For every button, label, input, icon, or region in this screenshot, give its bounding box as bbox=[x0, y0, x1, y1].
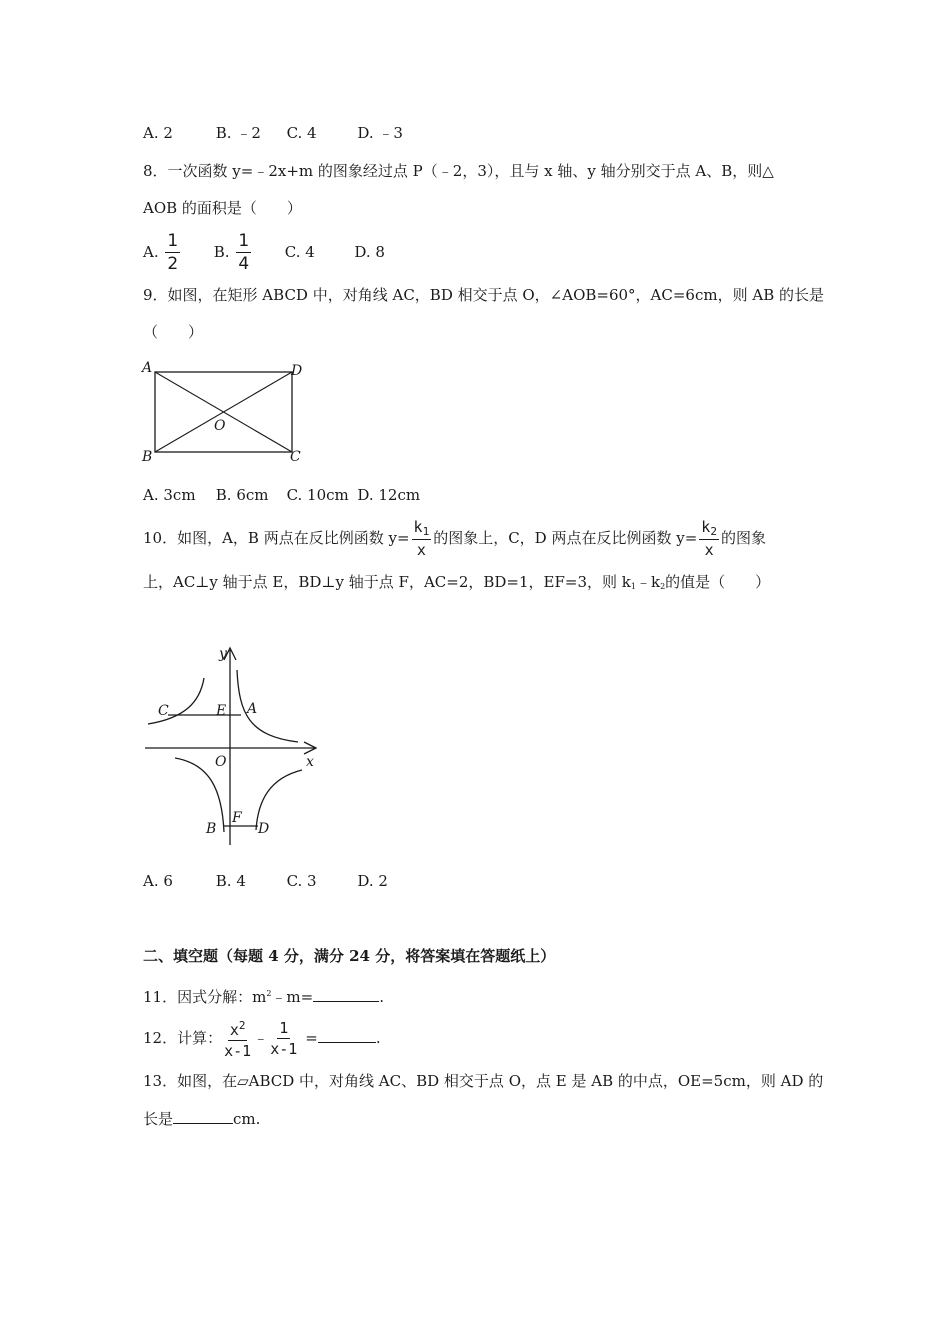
q11-sup: 2 bbox=[266, 989, 272, 998]
q10-frac2-sub: 2 bbox=[710, 525, 717, 538]
q8-option-a-label: A. bbox=[143, 243, 159, 261]
q9-option-b: B. 6cm bbox=[215, 486, 269, 504]
q9-options bbox=[143, 484, 420, 506]
q8-stem-line1: 8．一次函数 y=﹣2x+m 的图象经过点 P（﹣2，3），且与 x 轴、y 轴分别交于点 A、B，则△ bbox=[143, 162, 774, 180]
q8-option-d: D. 8 bbox=[354, 243, 385, 261]
q12-minus: ﹣ bbox=[253, 1029, 269, 1047]
q13-stem-line1: 13．如图，在▱ABCD 中，对角线 AC、BD 相交于点 O，点 E 是 AB 的中点，OE=5cm，则 AD 的 bbox=[143, 1072, 824, 1090]
q10-stem-line2 bbox=[143, 571, 770, 598]
q13-line2-suffix: cm. bbox=[233, 1110, 261, 1128]
q10-frac2-num: k bbox=[701, 518, 711, 536]
q10-line2-part1: 上，AC⊥y 轴于点 E，BD⊥y 轴于点 F，AC=2，BD=1，EF=3，则 k bbox=[143, 573, 631, 591]
q10-frac2-den: x bbox=[704, 541, 714, 559]
label-x: x bbox=[306, 754, 314, 770]
label-o: O bbox=[215, 754, 227, 770]
q11-prefix: 11．因式分解：m bbox=[143, 988, 267, 1006]
label-a: A bbox=[247, 701, 258, 717]
label-o: O bbox=[214, 418, 226, 434]
q9-stem-line1: 9．如图，在矩形 ABCD 中，对角线 AC，BD 相交于点 O，∠AOB=60°，AC=6cm，则 AB 的长是 bbox=[143, 286, 824, 304]
q11-suffix: ﹣m= bbox=[271, 988, 314, 1006]
q9-option-a: A. 3cm bbox=[143, 486, 196, 504]
q12-prefix: 12．计算： bbox=[143, 1029, 223, 1047]
q10-fraction-k2 bbox=[699, 520, 719, 558]
curve-k2-quadrant2 bbox=[148, 678, 204, 724]
q10-stem-part3: 的图象 bbox=[720, 529, 766, 547]
q8-option-b-num: 1 bbox=[238, 231, 250, 251]
q10-frac1-den: x bbox=[416, 541, 426, 559]
q7-option-b: B. ﹣2 bbox=[215, 124, 261, 142]
q12-f1-den: x-1 bbox=[224, 1041, 252, 1060]
q8-options bbox=[143, 232, 385, 273]
label-y: y bbox=[219, 646, 227, 662]
q10-line2-mid: ﹣k bbox=[635, 573, 661, 591]
q12-fraction-1 bbox=[224, 1020, 251, 1059]
q8-option-b-label: B. bbox=[213, 243, 230, 261]
q12-f2-den: x-1 bbox=[270, 1040, 298, 1058]
label-d: D bbox=[258, 821, 270, 837]
q8-option-c: C. 4 bbox=[284, 243, 315, 261]
q10-stem-part2: 的图象上，C，D 两点在反比例函数 y= bbox=[433, 529, 698, 547]
q10-option-d: D. 2 bbox=[357, 872, 388, 890]
q13-answer-blank[interactable] bbox=[173, 1109, 233, 1124]
q13-stem-line2 bbox=[143, 1108, 260, 1130]
label-f: F bbox=[232, 810, 242, 826]
q12-f1-sup: 2 bbox=[238, 1018, 246, 1032]
q10-option-c: C. 3 bbox=[286, 872, 317, 890]
label-c: C bbox=[290, 449, 301, 465]
q8-option-b-fraction bbox=[236, 233, 251, 273]
q10-options bbox=[143, 870, 388, 892]
q11-answer-blank[interactable] bbox=[313, 987, 379, 1002]
q10-hyperbola-figure bbox=[140, 640, 330, 850]
q12-end: . bbox=[375, 1029, 381, 1047]
q10-line2-end: 的值是（ ） bbox=[665, 573, 771, 591]
label-d: D bbox=[291, 363, 303, 379]
q7-option-a: A. 2 bbox=[143, 124, 173, 142]
q11-line bbox=[143, 983, 384, 1008]
q8-stem-line2: AOB 的面积是（ ） bbox=[143, 199, 302, 217]
q12-fraction-2 bbox=[270, 1021, 297, 1057]
q10-frac1-num: k bbox=[413, 518, 423, 536]
label-b: B bbox=[142, 449, 153, 465]
q10-stem-line1 bbox=[143, 516, 766, 560]
q10-line2-sub2: 2 bbox=[660, 582, 666, 591]
q8-option-a-fraction bbox=[165, 233, 180, 273]
q8-option-a-num: 1 bbox=[167, 231, 179, 251]
q10-option-b: B. 4 bbox=[215, 872, 246, 890]
label-a: A bbox=[142, 360, 153, 376]
q12-f2-num: 1 bbox=[279, 1019, 289, 1037]
q12-line bbox=[143, 1014, 381, 1062]
q10-line2-sub1: 1 bbox=[630, 582, 636, 591]
q9-stem-line2: （ ） bbox=[143, 323, 204, 341]
q10-option-a: A. 6 bbox=[143, 872, 173, 890]
q7-options bbox=[143, 122, 403, 144]
q10-frac1-sub: 1 bbox=[422, 525, 430, 538]
q10-stem-part1: 10．如图，A，B 两点在反比例函数 y= bbox=[143, 529, 410, 547]
label-c: C bbox=[158, 703, 169, 719]
q9-option-d: D. 12cm bbox=[357, 486, 421, 504]
q8-option-a-den: 2 bbox=[167, 254, 179, 274]
q9-rectangle-figure bbox=[138, 358, 318, 468]
q13-line2-prefix: 长是 bbox=[143, 1110, 174, 1128]
q7-option-d: D. ﹣3 bbox=[357, 124, 403, 142]
q12-answer-blank[interactable] bbox=[318, 1028, 376, 1043]
section2-heading: 二、填空题（每题 4 分，满分 24 分，将答案填在答题纸上） bbox=[143, 947, 556, 965]
label-b: B bbox=[206, 821, 217, 837]
label-e: E bbox=[216, 703, 227, 719]
q12-eq: = bbox=[305, 1029, 318, 1047]
q10-fraction-k1 bbox=[412, 520, 432, 558]
q7-option-c: C. 4 bbox=[286, 124, 317, 142]
q11-end: . bbox=[379, 988, 384, 1006]
q8-option-b-den: 4 bbox=[238, 254, 250, 274]
q12-f1-num: x bbox=[229, 1020, 239, 1039]
q9-option-c: C. 10cm bbox=[286, 486, 349, 504]
